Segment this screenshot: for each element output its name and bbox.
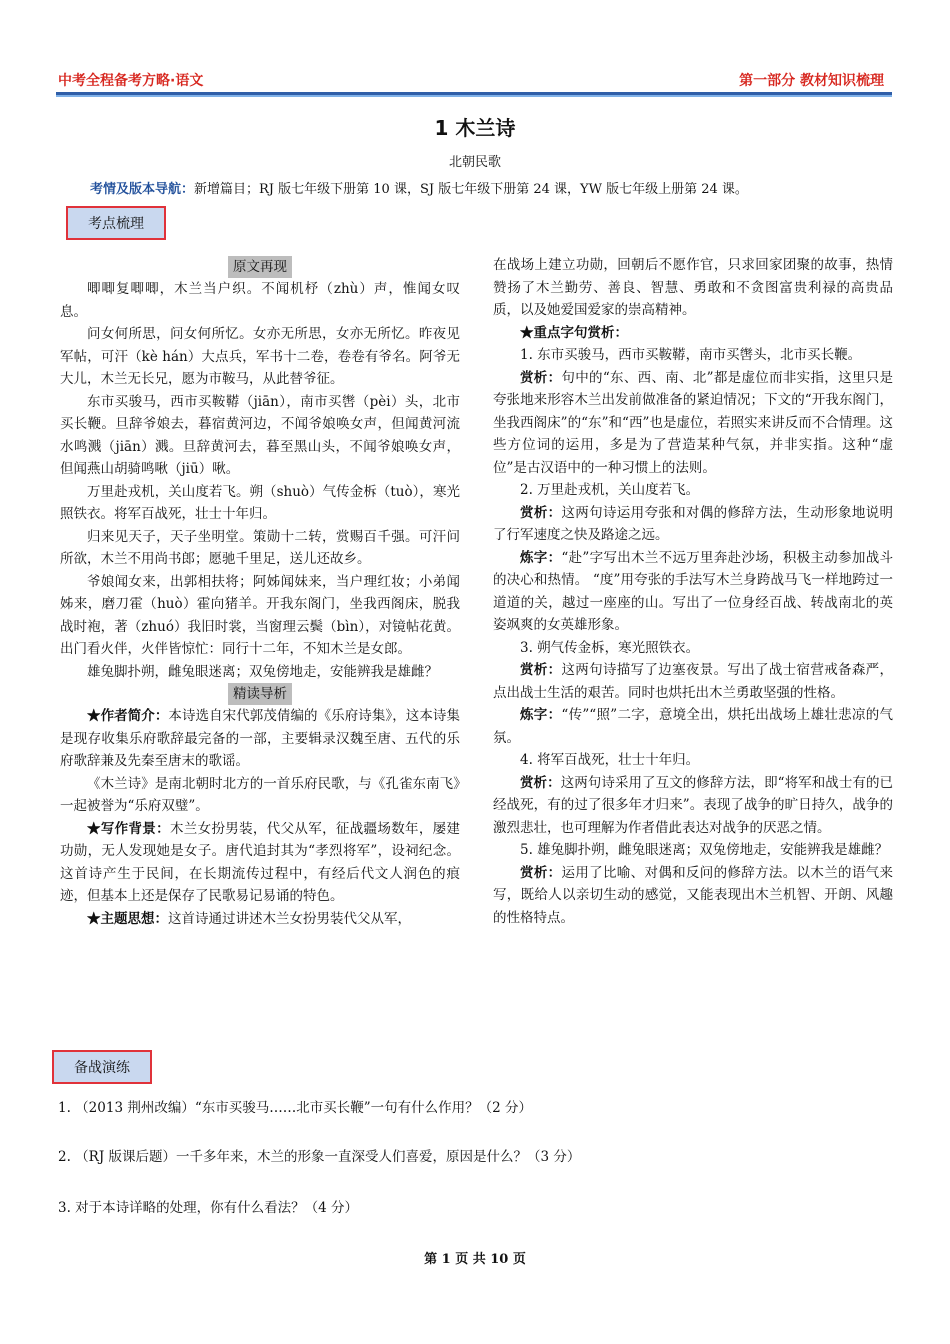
appreciation-text: 这两句诗采用了互文的修辞方法，即“将军和战士有的已经战死，有的过了很多年才归来”。表现了战争的旷日持久，战争的激烈悲壮，也可理解为作者借此表达对战争的厌恶之情。 [493, 774, 894, 836]
word-refinement-text: “赴”字写出木兰不远万里奔赴沙场，积极主动参加战斗的决心和热情。 “度”用夸张的手法写木兰身跨战马飞一样地跨过一道道的关，越过一座座的山。写出了一位身经百战、转战南北的英姿飒爽的女英雄形象。 [493, 549, 894, 633]
section-heading-original-text: 原文再现 [228, 256, 292, 278]
author-intro-continued: 《木兰诗》是南北朝时北方的一首乐府民歌，与《孔雀东南飞》一起被誉为“乐府双璧”。 [60, 775, 460, 814]
header-book-title: 中考全程备考方略·语文 [58, 73, 204, 89]
key-sentence: 5. 雄兔脚扑朔，雌兔眼迷离；双兔傍地走，安能辨我是雄雌？ [520, 842, 889, 858]
writing-background [60, 818, 460, 908]
poem-paragraph: 问女何所思，问女何所忆。女亦无所思，女亦无所忆。昨夜见军帖，可汗（kè hán）大点兵，军书十二卷，卷卷有爷名。阿爷无大儿，木兰无长兄，愿为市鞍马，从此替爷征。 [60, 326, 460, 387]
appreciation-text: 这两句诗描写了边塞夜景。写出了战士宿营戒备森严，点出战士生活的艰苦。同时也烘托出木兰勇敢坚强的性格。 [493, 662, 894, 701]
appreciation-text: 这两句诗运用夸张和对偶的修辞方法，生动形象地说明了行军速度之快及路途之远。 [493, 504, 894, 543]
word-refinement-text: “传”“照”二字，意境全出，烘托出战场上雄壮悲凉的气氛。 [493, 707, 894, 746]
theme-continued: 在战场上建立功勋，回朝后不愿作官，只求回家团聚的故事，热情赞扬了木兰勤劳、善良、智慧、勇敢和不贪图富贵利禄的高贵品质，以及她爱国爱家的崇高精神。 [493, 257, 893, 318]
section-heading-analysis: 精读导析 [228, 683, 292, 705]
word-refinement [493, 704, 893, 749]
theme-text: 这首诗通过讲述木兰女扮男装代父从军， [168, 910, 411, 927]
key-sentence: 2. 万里赴戎机，关山度若飞。 [520, 482, 700, 498]
poem-paragraph: 唧唧复唧唧，木兰当户织。不闻机杼（zhù）声，惟闻女叹息。 [60, 281, 460, 320]
appreciation [493, 659, 893, 704]
exam-navigation-label: 考情及版本导航： [90, 182, 195, 197]
word-refinement [493, 547, 893, 637]
poem-paragraph: 东市买骏马，西市买鞍鞯（jiān），南市买辔（pèi）头，北市买长鞭。旦辞爷娘去，暮宿黄河边，不闻爷娘唤女声，但闻黄河流水鸣溅（jiān）溅。旦辞黄河去，暮至黑山头，不闻爷娘唤女声，但闻燕山胡骑鸣啾（jiū）啾。 [60, 393, 460, 477]
appreciation-label: 赏析： [520, 662, 562, 678]
page-title: 1 木兰诗 [434, 116, 516, 140]
theme [60, 908, 460, 931]
exam-navigation [90, 178, 748, 197]
appreciation [493, 862, 893, 930]
key-sentence: 3. 朔气传金柝，寒光照铁衣。 [520, 639, 700, 656]
question-1: 1. （2013 荆州改编）“东市买骏马……北市买长鞭”一句有什么作用？（2 分） [58, 1100, 533, 1116]
author-intro-label: ★作者简介： [87, 708, 169, 724]
poem-paragraph: 爷娘闻女来，出郭相扶将；阿姊闻妹来，当户理红妆；小弟闻姊来，磨刀霍（huò）霍向猪羊。开我东阁门，坐我西阁床，脱我战时袍，著（zhuó）我旧时裳，当窗理云鬓（bìn），对镜帖花黄。出门看火伴，火伴皆惊忙：同行十二年，不知木兰是女郎。 [60, 573, 460, 657]
appreciation [493, 367, 893, 480]
key-sentences-heading: ★重点字句赏析： [520, 324, 628, 341]
left-column [60, 256, 460, 930]
poem-paragraph: 万里赴戎机，关山度若飞。朔（shuò）气传金柝（tuò），寒光照铁衣。将军百战死，壮士十年归。 [60, 483, 460, 522]
question-3: 3. 对于本诗详略的处理，你有什么看法？（4 分） [58, 1200, 359, 1216]
appreciation-label: 赏析： [520, 369, 562, 386]
poem-paragraph: 归来见天子，天子坐明堂。策勋十二转，赏赐百千强。可汗问所欲，木兰不用尚书郎；愿驰千里足，送儿还故乡。 [60, 528, 460, 567]
right-column [493, 254, 893, 929]
word-refinement-label: 炼字： [520, 707, 562, 723]
exam-navigation-text: 新增篇目；RJ 版七年级下册第 10 课，SJ 版七年级下册第 24 课，YW 版七年级上册第 24 课。 [194, 182, 748, 197]
section-tag-practice: 备战演练 [52, 1050, 152, 1084]
author-intro [60, 705, 460, 773]
theme-label: ★主题思想： [87, 910, 168, 927]
appreciation [493, 772, 893, 840]
header-section-title: 第一部分 教材知识梳理 [739, 73, 884, 89]
page-number: 第 1 页 共 10 页 [424, 1252, 526, 1267]
appreciation-text: 句中的“东、西、南、北”都是虚位而非实指，这里只是夸张地来形容木兰出发前做准备的紧迫情况；下文的“开我东阁门，坐我西阁床”的“东”和“西”也是虚位，若照实来讲反而不合情理。这些方位词的运用，多是为了营造某种气氛，并非实指。这种“虚位”是古汉语中的一种习惯上的法则。 [493, 369, 894, 476]
author-line: 北朝民歌 [448, 155, 501, 170]
poem-paragraph: 雄兔脚扑朔，雌兔眼迷离；双兔傍地走，安能辨我是雄雌？ [87, 663, 438, 680]
section-tag-review: 考点梳理 [66, 206, 166, 240]
author-intro-text: 本诗选自宋代郭茂倩编的《乐府诗集》，这本诗集是现存收集乐府歌辞最完备的一部，主要辑录汉魏至唐、五代的乐府歌辞兼及先秦至唐末的歌谣。 [60, 708, 461, 769]
writing-background-label: ★写作背景： [87, 820, 170, 837]
question-2: 2. （RJ 版课后题）一千多年来，木兰的形象一直深受人们喜爱，原因是什么？（3 分） [58, 1149, 581, 1165]
appreciation-label: 赏析： [520, 774, 561, 791]
key-sentence: 4. 将军百战死，壮士十年归。 [520, 752, 700, 768]
appreciation [493, 502, 893, 547]
key-sentence: 1. 东市买骏马，西市买鞍鞯，南市买辔头，北市买长鞭。 [520, 347, 862, 363]
appreciation-label: 赏析： [520, 504, 562, 521]
word-refinement-label: 炼字： [520, 549, 562, 566]
header-divider [56, 92, 892, 97]
writing-background-text: 木兰女扮男装，代父从军，征战疆场数年，屡建功勋，无人发现她是女子。唐代追封其为“孝烈将军”，设祠纪念。这首诗产生于民间，在长期流传过程中，有经后代文人润色的痕迹，但基本上还是保存了民歌易记易诵的特色。 [60, 820, 461, 904]
appreciation-label: 赏析： [520, 864, 562, 881]
appreciation-text: 运用了比喻、对偶和反问的修辞方法。以木兰的语气来写，既给人以亲切生动的感觉，又能表现出木兰机智、开朗、风趣的性格特点。 [493, 864, 894, 926]
